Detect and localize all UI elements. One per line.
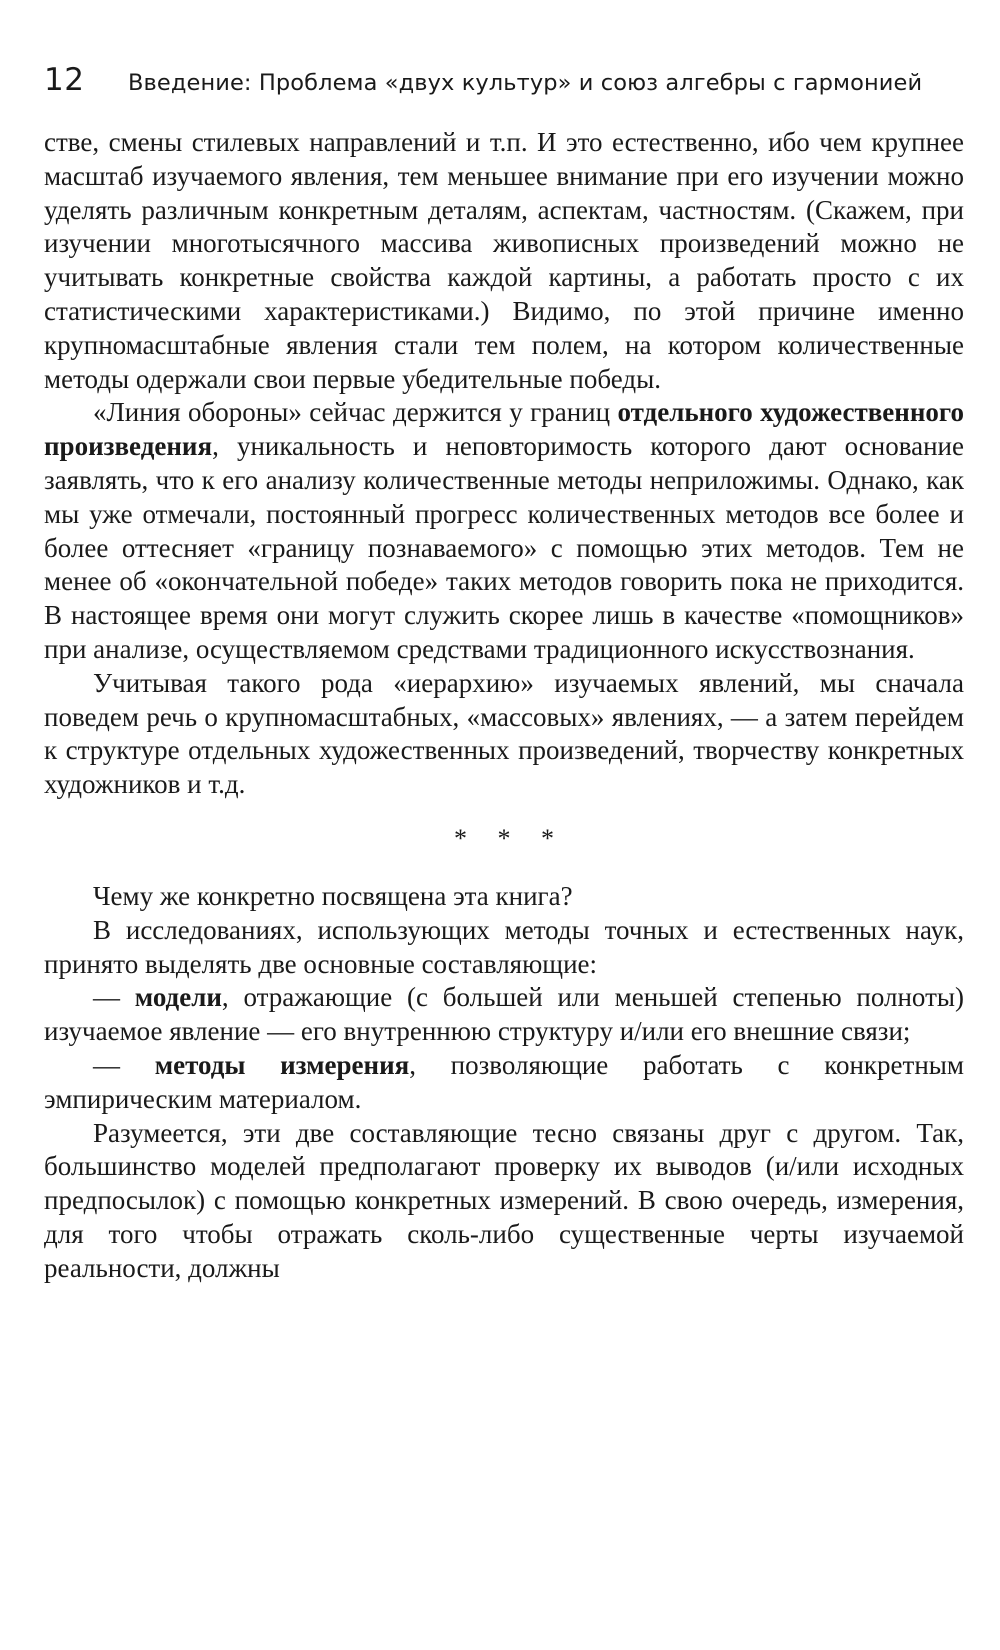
bold-term: методы измерения: [154, 1049, 410, 1080]
page-number: 12: [44, 62, 85, 98]
running-header: [44, 62, 964, 110]
list-item-models: — модели, отражающие (с большей или меньшей степенью полноты) изучаемое явление — его внутреннюю структуру и/или его внешние связи;: [44, 982, 965, 1047]
paragraph-continuation: стве, смены стилевых направлений и т.п. И это естественно, ибо чем крупнее масштаб изучаемого явления, тем меньшее внимание при его изучении можно уделять различным конкретным деталям, аспектам, частностям. (Скажем, при изучении многотысячного массива живописных произведений можно не учитывать конкретные свойства каждой картины, а работать просто с их статистическими характеристиками.) Видимо, по этой причине именно крупномасштабные явления стали тем полем, на котором количественные методы одержали свои первые убедительные победы.: [44, 127, 964, 394]
list-item-methods: — методы измерения, позволяющие работать с конкретным эмпирическим материалом.: [44, 1049, 964, 1114]
paragraph-defense-line: «Линия обороны» сейчас держится у границ отдельного художественного произведения, уникальность и неповторимость которого дают основание заявлять, что к его анализу количественные методы неприложимы. Однако, как мы уже отмечали, постоянный прогресс количественных методов все более и более оттесняет «границу познаваемого» с помощью этих методов. Тем не менее об «окончательной победе» таких методов говорить пока не приходится. В настоящее время они могут служить скорее лишь в качестве «помощников» при анализе, осуществляемом средствами традиционного искусствознания.: [44, 397, 964, 664]
section-break-asterisks: * * *: [454, 823, 566, 853]
book-page: [44, 62, 964, 1286]
paragraph-hierarchy: Учитывая такого рода «иерархию» изучаемых явлений, мы сначала поведем речь о крупномасштабных, «массовых» явлениях, — а затем перейдем к структуре отдельных художественных произведений, творчеству конкретных художников и т.д.: [44, 667, 964, 800]
bold-term: модели: [134, 982, 222, 1013]
paragraph-connection: Разумеется, эти две составляющие тесно связаны друг с другом. Так, большинство моделей предполагают проверку их выводов (и/или исходных предпосылок) с помощью конкретных измерений. В свою очередь, измерения, для того чтобы отражать сколь-либо существенные черты изучаемой реальности, должны: [44, 1117, 964, 1283]
paragraph-components: В исследованиях, использующих методы точных и естественных наук, принято выделять две основные составляющие:: [44, 914, 964, 979]
body-text: [44, 126, 964, 1286]
bold-term: отдельного художественного произведения: [44, 397, 964, 462]
running-title: Введение: Проблема «двух культур» и союз алгебры с гармонией: [128, 70, 923, 96]
paragraph-question: Чему же конкретно посвящена эта книга?: [93, 880, 573, 911]
